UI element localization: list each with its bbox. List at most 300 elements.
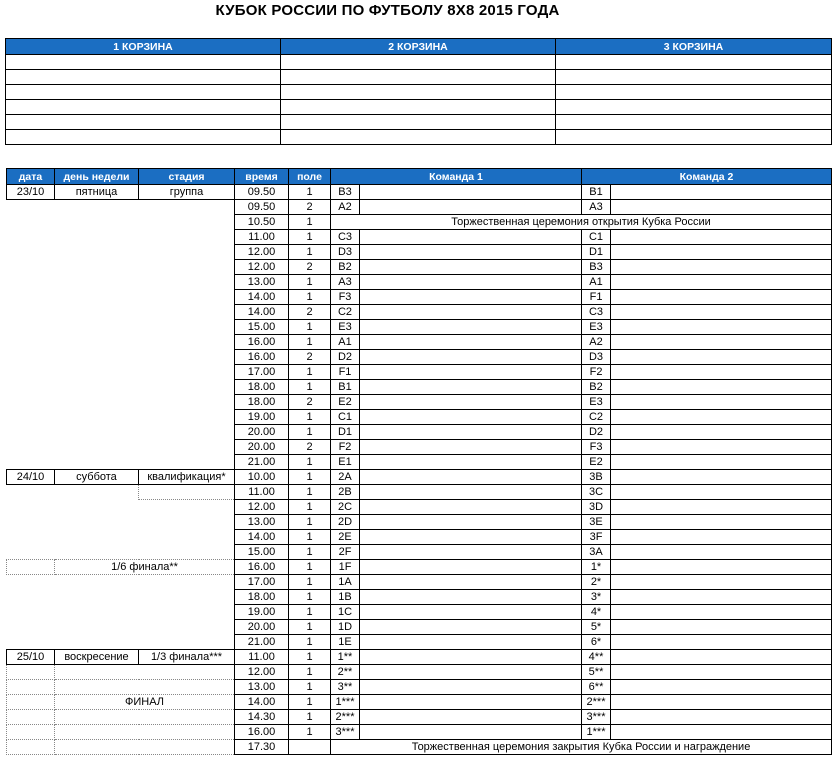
weekday-stage-cell xyxy=(55,740,235,755)
field-cell: 1 xyxy=(289,560,331,575)
team2-cell: C3 xyxy=(582,305,611,320)
empty-cell xyxy=(7,545,55,560)
team2-extra-cell xyxy=(611,695,832,710)
team1-cell: E1 xyxy=(331,455,360,470)
team1-cell: B1 xyxy=(331,380,360,395)
team2-cell: 5* xyxy=(582,620,611,635)
empty-cell xyxy=(7,395,55,410)
schedule-row xyxy=(7,305,832,320)
empty-cell xyxy=(139,455,235,470)
weekday-stage-cell xyxy=(55,725,235,740)
team2-extra-cell xyxy=(611,425,832,440)
team1-cell: 2C xyxy=(331,500,360,515)
empty-cell xyxy=(139,335,235,350)
time-cell: 16.00 xyxy=(235,560,289,575)
field-cell: 1 xyxy=(289,725,331,740)
header-time: время xyxy=(235,169,289,185)
time-cell: 16.00 xyxy=(235,725,289,740)
time-cell: 18.00 xyxy=(235,380,289,395)
team1-cell: 2F xyxy=(331,545,360,560)
field-cell: 1 xyxy=(289,230,331,245)
team1-cell: 1B xyxy=(331,590,360,605)
team2-cell: B1 xyxy=(582,185,611,200)
basket-cell xyxy=(6,115,281,130)
empty-cell xyxy=(55,455,139,470)
team2-extra-cell xyxy=(611,620,832,635)
empty-cell xyxy=(7,440,55,455)
team1-cell: D3 xyxy=(331,245,360,260)
team1-extra-cell xyxy=(360,275,582,290)
basket-cell xyxy=(556,70,832,85)
team2-extra-cell xyxy=(611,275,832,290)
empty-cell xyxy=(55,575,139,590)
team1-extra-cell xyxy=(360,695,582,710)
empty-cell xyxy=(139,575,235,590)
team2-extra-cell xyxy=(611,545,832,560)
team2-cell: 6* xyxy=(582,635,611,650)
schedule-row xyxy=(7,215,832,230)
empty-cell xyxy=(55,335,139,350)
field-cell: 1 xyxy=(289,185,331,200)
empty-cell xyxy=(139,200,235,215)
empty-cell xyxy=(7,455,55,470)
team2-cell: 5** xyxy=(582,665,611,680)
team1-extra-cell xyxy=(360,515,582,530)
basket-cell xyxy=(556,130,832,145)
header-day: день недели xyxy=(55,169,139,185)
field-cell: 1 xyxy=(289,635,331,650)
empty-cell xyxy=(55,545,139,560)
team2-extra-cell xyxy=(611,365,832,380)
stage-wide-cell: ФИНАЛ xyxy=(55,695,235,710)
team2-cell: D3 xyxy=(582,350,611,365)
team2-extra-cell xyxy=(611,320,832,335)
team2-cell: E3 xyxy=(582,320,611,335)
empty-cell xyxy=(7,380,55,395)
field-cell: 1 xyxy=(289,530,331,545)
empty-cell xyxy=(139,290,235,305)
team1-extra-cell xyxy=(360,305,582,320)
team1-cell: D1 xyxy=(331,425,360,440)
team1-cell: 1** xyxy=(331,650,360,665)
field-cell: 1 xyxy=(289,620,331,635)
date-cell xyxy=(7,560,55,575)
team1-cell: E3 xyxy=(331,320,360,335)
time-cell: 20.00 xyxy=(235,620,289,635)
team2-extra-cell xyxy=(611,710,832,725)
empty-cell xyxy=(139,215,235,230)
time-cell: 14.00 xyxy=(235,305,289,320)
empty-cell xyxy=(7,410,55,425)
date-cell xyxy=(7,740,55,755)
team2-cell: A3 xyxy=(582,200,611,215)
date-cell xyxy=(7,665,55,680)
empty-cell xyxy=(55,230,139,245)
basket-cell xyxy=(281,100,556,115)
schedule-row xyxy=(7,620,832,635)
time-cell: 14.30 xyxy=(235,710,289,725)
basket-row xyxy=(6,100,832,115)
empty-cell xyxy=(7,260,55,275)
team2-extra-cell xyxy=(611,230,832,245)
empty-cell xyxy=(55,440,139,455)
team1-cell: B3 xyxy=(331,185,360,200)
field-cell xyxy=(289,740,331,755)
team2-extra-cell xyxy=(611,440,832,455)
team2-cell: F1 xyxy=(582,290,611,305)
team2-cell: 1*** xyxy=(582,725,611,740)
schedule-row xyxy=(7,470,832,485)
team2-cell: 3* xyxy=(582,590,611,605)
team2-extra-cell xyxy=(611,530,832,545)
schedule-row xyxy=(7,515,832,530)
baskets-table xyxy=(5,38,832,145)
basket-cell xyxy=(281,115,556,130)
time-cell: 15.00 xyxy=(235,545,289,560)
team2-cell: B2 xyxy=(582,380,611,395)
team2-extra-cell xyxy=(611,350,832,365)
date-cell: 23/10 xyxy=(7,185,55,200)
field-cell: 2 xyxy=(289,305,331,320)
team1-cell: A1 xyxy=(331,335,360,350)
team1-cell: 1*** xyxy=(331,695,360,710)
time-cell: 10.50 xyxy=(235,215,289,230)
time-cell: 16.00 xyxy=(235,350,289,365)
empty-cell xyxy=(55,245,139,260)
team2-extra-cell xyxy=(611,470,832,485)
team1-extra-cell xyxy=(360,545,582,560)
time-cell: 14.00 xyxy=(235,530,289,545)
stage-cell xyxy=(139,485,235,500)
empty-cell xyxy=(7,200,55,215)
empty-cell xyxy=(139,380,235,395)
team1-extra-cell xyxy=(360,635,582,650)
time-cell: 12.00 xyxy=(235,260,289,275)
team1-extra-cell xyxy=(360,350,582,365)
team1-extra-cell xyxy=(360,650,582,665)
schedule-row xyxy=(7,545,832,560)
field-cell: 1 xyxy=(289,485,331,500)
team2-cell: A1 xyxy=(582,275,611,290)
team1-extra-cell xyxy=(360,380,582,395)
time-cell: 17.00 xyxy=(235,365,289,380)
empty-cell xyxy=(55,425,139,440)
team2-cell: 3*** xyxy=(582,710,611,725)
schedule-row xyxy=(7,530,832,545)
team1-extra-cell xyxy=(360,575,582,590)
empty-cell xyxy=(55,395,139,410)
basket-row xyxy=(6,70,832,85)
field-cell: 1 xyxy=(289,710,331,725)
time-cell: 09.50 xyxy=(235,200,289,215)
schedule-row xyxy=(7,410,832,425)
field-cell: 1 xyxy=(289,605,331,620)
team1-cell: F1 xyxy=(331,365,360,380)
time-cell: 19.00 xyxy=(235,410,289,425)
empty-cell xyxy=(7,230,55,245)
schedule-row xyxy=(7,425,832,440)
team1-cell: 3*** xyxy=(331,725,360,740)
schedule-row xyxy=(7,635,832,650)
schedule-row xyxy=(7,365,832,380)
team1-extra-cell xyxy=(360,455,582,470)
team1-cell: 1E xyxy=(331,635,360,650)
basket-cell xyxy=(281,70,556,85)
field-cell: 1 xyxy=(289,275,331,290)
team1-cell: B2 xyxy=(331,260,360,275)
empty-cell xyxy=(7,485,55,500)
empty-cell xyxy=(139,515,235,530)
team2-extra-cell xyxy=(611,650,832,665)
time-cell: 11.00 xyxy=(235,485,289,500)
schedule-header-row xyxy=(7,169,832,185)
team2-extra-cell xyxy=(611,560,832,575)
weekday-stage-cell xyxy=(55,665,235,680)
empty-cell xyxy=(55,515,139,530)
page-title: КУБОК РОССИИ ПО ФУТБОЛУ 8Х8 2015 ГОДА xyxy=(215,2,560,19)
schedule-row xyxy=(7,650,832,665)
field-cell: 1 xyxy=(289,320,331,335)
basket-header: 2 КОРЗИНА xyxy=(281,39,556,55)
team1-cell: 2A xyxy=(331,470,360,485)
team2-extra-cell xyxy=(611,260,832,275)
empty-cell xyxy=(55,215,139,230)
basket-row xyxy=(6,85,832,100)
team1-extra-cell xyxy=(360,245,582,260)
basket-cell xyxy=(6,130,281,145)
stage-wide-cell: 1/6 финала** xyxy=(55,560,235,575)
team1-extra-cell xyxy=(360,335,582,350)
team2-cell: A2 xyxy=(582,335,611,350)
empty-cell xyxy=(139,440,235,455)
team1-extra-cell xyxy=(360,260,582,275)
team1-extra-cell xyxy=(360,590,582,605)
basket-row xyxy=(6,130,832,145)
schedule-row xyxy=(7,395,832,410)
weekday-cell: суббота xyxy=(55,470,139,485)
team2-cell: E2 xyxy=(582,455,611,470)
team2-cell: 3B xyxy=(582,470,611,485)
team1-cell: 1D xyxy=(331,620,360,635)
team2-extra-cell xyxy=(611,410,832,425)
team1-cell: 1F xyxy=(331,560,360,575)
team1-cell: A2 xyxy=(331,200,360,215)
field-cell: 1 xyxy=(289,695,331,710)
team1-extra-cell xyxy=(360,230,582,245)
team1-cell: F2 xyxy=(331,440,360,455)
basket-cell xyxy=(281,130,556,145)
team1-extra-cell xyxy=(360,725,582,740)
team2-cell: D2 xyxy=(582,425,611,440)
time-cell: 17.00 xyxy=(235,575,289,590)
date-cell xyxy=(7,680,55,695)
schedule-row xyxy=(7,710,832,725)
team2-cell: 3C xyxy=(582,485,611,500)
empty-cell xyxy=(7,590,55,605)
schedule-row xyxy=(7,455,832,470)
team2-cell: F2 xyxy=(582,365,611,380)
time-cell: 18.00 xyxy=(235,590,289,605)
schedule-row xyxy=(7,245,832,260)
field-cell: 2 xyxy=(289,200,331,215)
empty-cell xyxy=(55,290,139,305)
team1-extra-cell xyxy=(360,395,582,410)
date-cell: 24/10 xyxy=(7,470,55,485)
team2-cell: 6** xyxy=(582,680,611,695)
empty-cell xyxy=(139,620,235,635)
empty-cell xyxy=(7,635,55,650)
field-cell: 1 xyxy=(289,515,331,530)
weekday-stage-cell xyxy=(55,680,235,695)
schedule-row xyxy=(7,680,832,695)
team2-cell: E3 xyxy=(582,395,611,410)
empty-cell xyxy=(139,545,235,560)
field-cell: 1 xyxy=(289,545,331,560)
schedule-row xyxy=(7,380,832,395)
header-stage: стадия xyxy=(139,169,235,185)
empty-cell xyxy=(7,275,55,290)
team2-cell: 3A xyxy=(582,545,611,560)
team2-extra-cell xyxy=(611,680,832,695)
empty-cell xyxy=(139,230,235,245)
empty-cell xyxy=(139,350,235,365)
empty-cell xyxy=(139,320,235,335)
basket-header: 3 КОРЗИНА xyxy=(556,39,832,55)
empty-cell xyxy=(55,620,139,635)
schedule-row xyxy=(7,605,832,620)
empty-cell xyxy=(139,605,235,620)
time-cell: 16.00 xyxy=(235,335,289,350)
empty-cell xyxy=(7,305,55,320)
empty-cell xyxy=(7,245,55,260)
team2-cell: 4* xyxy=(582,605,611,620)
empty-cell xyxy=(139,530,235,545)
time-cell: 14.00 xyxy=(235,290,289,305)
time-cell: 20.00 xyxy=(235,440,289,455)
empty-cell xyxy=(7,320,55,335)
team1-cell: C2 xyxy=(331,305,360,320)
team1-cell: F3 xyxy=(331,290,360,305)
schedule-row xyxy=(7,230,832,245)
date-cell xyxy=(7,695,55,710)
team1-cell: 2E xyxy=(331,530,360,545)
schedule-table xyxy=(6,168,832,755)
stage-cell: группа xyxy=(139,185,235,200)
team2-extra-cell xyxy=(611,395,832,410)
team1-extra-cell xyxy=(360,200,582,215)
team2-cell: D1 xyxy=(582,245,611,260)
team1-cell: C1 xyxy=(331,410,360,425)
team1-extra-cell xyxy=(360,470,582,485)
empty-cell xyxy=(7,425,55,440)
team2-cell: C2 xyxy=(582,410,611,425)
empty-cell xyxy=(55,500,139,515)
team1-extra-cell xyxy=(360,425,582,440)
empty-cell xyxy=(139,590,235,605)
time-cell: 12.00 xyxy=(235,665,289,680)
schedule-row xyxy=(7,500,832,515)
header-team1: Команда 1 xyxy=(331,169,582,185)
schedule-row xyxy=(7,440,832,455)
schedule-row xyxy=(7,185,832,200)
empty-cell xyxy=(7,530,55,545)
team1-extra-cell xyxy=(360,665,582,680)
time-cell: 11.00 xyxy=(235,650,289,665)
schedule-row xyxy=(7,320,832,335)
schedule-row xyxy=(7,335,832,350)
basket-cell xyxy=(556,100,832,115)
team1-extra-cell xyxy=(360,680,582,695)
time-cell: 12.00 xyxy=(235,500,289,515)
time-cell: 19.00 xyxy=(235,605,289,620)
empty-cell xyxy=(139,410,235,425)
schedule-row xyxy=(7,275,832,290)
team2-extra-cell xyxy=(611,485,832,500)
basket-cell xyxy=(556,85,832,100)
team2-cell: 4** xyxy=(582,650,611,665)
empty-cell xyxy=(139,260,235,275)
team2-cell: F3 xyxy=(582,440,611,455)
time-cell: 20.00 xyxy=(235,425,289,440)
weekday-cell: воскресение xyxy=(55,650,139,665)
team2-extra-cell xyxy=(611,590,832,605)
basket-cell xyxy=(281,85,556,100)
empty-cell xyxy=(7,575,55,590)
empty-cell xyxy=(7,290,55,305)
empty-cell xyxy=(7,500,55,515)
field-cell: 1 xyxy=(289,380,331,395)
team2-extra-cell xyxy=(611,335,832,350)
team2-extra-cell xyxy=(611,635,832,650)
basket-cell xyxy=(281,55,556,70)
empty-cell xyxy=(55,530,139,545)
team2-extra-cell xyxy=(611,575,832,590)
header-team2: Команда 2 xyxy=(582,169,832,185)
schedule-row xyxy=(7,590,832,605)
basket-row xyxy=(6,115,832,130)
basket-cell xyxy=(6,55,281,70)
team1-cell: D2 xyxy=(331,350,360,365)
time-cell: 18.00 xyxy=(235,395,289,410)
basket-cell xyxy=(6,100,281,115)
field-cell: 1 xyxy=(289,410,331,425)
team1-cell: 3** xyxy=(331,680,360,695)
team2-extra-cell xyxy=(611,455,832,470)
team1-cell: 2B xyxy=(331,485,360,500)
empty-cell xyxy=(139,425,235,440)
event-cell: Торжественная церемония открытия Кубка России xyxy=(331,215,832,230)
team2-cell: 1* xyxy=(582,560,611,575)
empty-cell xyxy=(139,275,235,290)
field-cell: 1 xyxy=(289,575,331,590)
team1-cell: A3 xyxy=(331,275,360,290)
empty-cell xyxy=(139,365,235,380)
empty-cell xyxy=(139,395,235,410)
team2-cell: C1 xyxy=(582,230,611,245)
schedule-row xyxy=(7,260,832,275)
empty-cell xyxy=(55,605,139,620)
team2-extra-cell xyxy=(611,515,832,530)
team2-extra-cell xyxy=(611,185,832,200)
time-cell: 10.00 xyxy=(235,470,289,485)
team1-extra-cell xyxy=(360,605,582,620)
team2-extra-cell xyxy=(611,290,832,305)
field-cell: 2 xyxy=(289,350,331,365)
team2-extra-cell xyxy=(611,500,832,515)
basket-cell xyxy=(556,55,832,70)
team1-cell: 1A xyxy=(331,575,360,590)
team2-cell: B3 xyxy=(582,260,611,275)
